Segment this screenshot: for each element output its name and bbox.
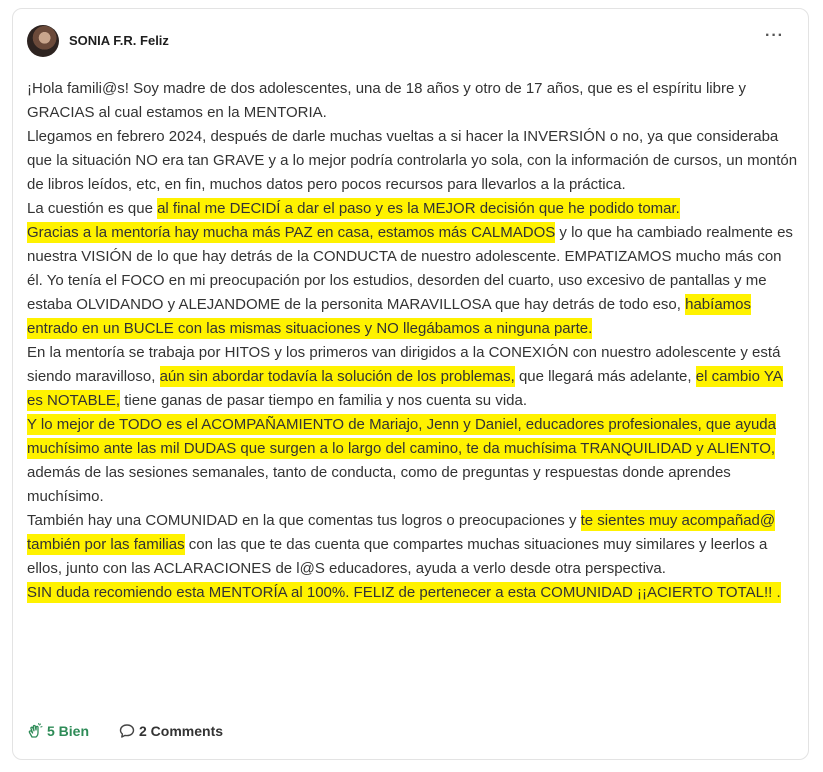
post-paragraph	[27, 125, 799, 197]
highlighted-text: aún sin abordar todavía la solución de los problemas,	[159, 368, 515, 385]
more-options-icon[interactable]: ···	[765, 27, 784, 44]
post-paragraph	[27, 77, 799, 125]
post-text: También hay una COMUNIDAD en la que comentas tus logros o preocupaciones y	[27, 512, 581, 529]
post-text: tiene ganas de pasar tiempo en familia y nos cuenta su vida.	[120, 392, 528, 409]
post-text: En la mentoría se trabaja por HITOS y los primeros van dirigidos a la CONEXIÓN con nuestro adolescente y está siendo maravilloso,	[27, 344, 781, 385]
post-text: además de las sesiones semanales, tanto de conducta, como de preguntas y respuestas donde aprendes muchísimo.	[27, 464, 731, 505]
post-header	[27, 25, 794, 57]
post-text: que llegará más adelante,	[514, 368, 696, 385]
post-paragraph	[27, 197, 799, 221]
post-text: y lo que ha cambiado realmente es nuestra VISIÓN de lo que hay detrás de la CONDUCTA de nuestro adolescente. EMPATIZAMOS mucho más con él. Yo tenía el FOCO en mi preocupación por los estudios, desorden del cuarto, uso excesivo de pantallas y me estaba OLVIDANDO y ALEJANDOME de la personita MARAVILLOSA que hay detrás de todo eso,	[27, 224, 793, 313]
post-paragraph	[27, 581, 799, 605]
highlighted-text: Y lo mejor de TODO es el ACOMPAÑAMIENTO de Mariajo, Jenn y Daniel, educadores profesionales, que ayuda muchísimo ante las mil DUDAS que surgen a lo largo del camino, te da muchísima TRANQUILIDAD y ALIENTO,	[27, 416, 776, 457]
post-text: ¡Hola famili@s! Soy madre de dos adolescentes, una de 18 años y otro de 17 años, que es el espíritu libre y GRACIAS al cual estamos en la MENTORIA.	[27, 80, 746, 121]
post-paragraph	[27, 413, 799, 509]
highlighted-text: te sientes muy acompañad@ también por las familias	[27, 512, 776, 553]
clap-icon	[27, 723, 43, 739]
highlighted-text: al final me DECIDÍ a dar el paso y es la MEJOR decisión que he podido tomar.	[157, 200, 680, 217]
highlighted-text: Gracias a la mentoría hay mucha más PAZ en casa, estamos más CALMADOS	[27, 224, 556, 241]
highlighted-text: SIN duda recomiendo esta MENTORÍA al 100%. FELIZ de pertenecer a esta COMUNIDAD ¡¡ACIERTO TOTAL!! .	[27, 584, 781, 601]
like-button[interactable]	[27, 723, 89, 739]
post-text: con las que te das cuenta que compartes muchas situaciones muy similares y leerlos a ellos, junto con las ACLARACIONES de l@S educadores, ayuda a verlo desde otra perspectiva.	[27, 536, 768, 577]
highlighted-text: el cambio YA es NOTABLE,	[27, 368, 783, 409]
post-paragraph	[27, 509, 799, 581]
post-text: La cuestión es que	[27, 200, 158, 217]
author-name[interactable]: SONIA F.R. Feliz	[69, 33, 169, 48]
post-text: Llegamos en febrero 2024, después de darle muchas vueltas a si hacer la INVERSIÓN o no, ya que consideraba que la situación NO era tan GRAVE y a lo mejor podría controlarla yo sola, con la información de cursos, un montón de libros leídos, etc, en fin, muchos datos pero pocos recursos para llevarlos a la práctica.	[27, 128, 798, 193]
post-paragraph	[27, 221, 799, 341]
highlighted-text: habíamos entrado en un BUCLE con las mismas situaciones y NO llegábamos a ninguna parte.	[27, 296, 751, 337]
author-avatar[interactable]	[27, 25, 59, 57]
post-body	[27, 77, 799, 605]
post-paragraph	[27, 341, 799, 413]
likes-count: 5 Bien	[47, 723, 90, 739]
comments-button[interactable]	[119, 723, 223, 739]
comments-count: 2 Comments	[139, 723, 224, 739]
comment-bubble-icon	[119, 723, 135, 739]
post-card	[12, 8, 809, 760]
